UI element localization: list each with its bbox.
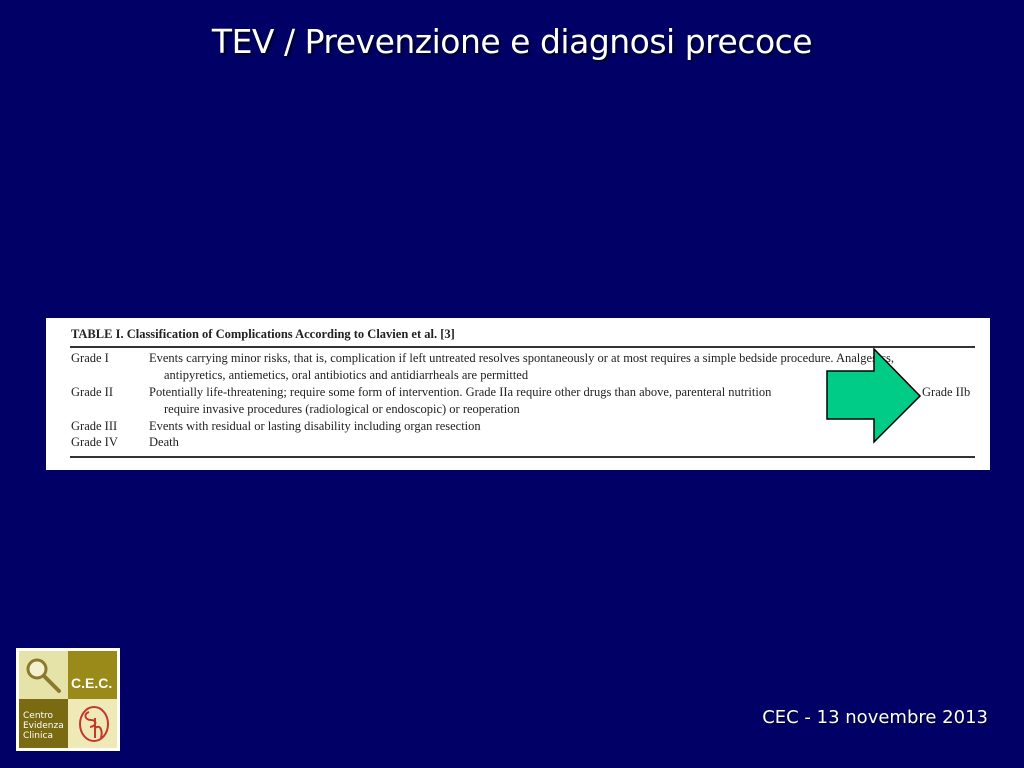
table-caption: TABLE I. Classification of Complications According to Clavien et al. [3] (71, 327, 455, 341)
grade-iib-label: Grade IIb (922, 385, 971, 399)
grade-label: Grade IV (71, 435, 118, 449)
grade-description-continued: require invasive procedures (radiological or endoscopic) or reoperation (164, 402, 520, 416)
slide-title: TEV / Prevenzione e diagnosi precoce (211, 22, 813, 61)
grade-description: Events with residual or lasting disability including organ resection (149, 419, 481, 433)
grade-label: Grade III (71, 419, 118, 433)
grade-description: Events carrying minor risks, that is, complication if left untreated resolves spontaneously or at most requires a simple bedside procedure. Analgesics, (149, 351, 894, 365)
seal-icon (75, 704, 113, 744)
cec-logo (16, 648, 120, 751)
logo-subtitle: Centro Evidenza Clinica (23, 711, 64, 741)
logo-title: C.E.C. (71, 675, 113, 691)
table-bottom-rule (70, 456, 975, 458)
grade-description: Death (149, 435, 179, 449)
grade-label: Grade I (71, 351, 109, 365)
right-arrow-icon (826, 348, 922, 444)
grade-description: Potentially life-threatening; require some form of intervention. Grade IIa require other drugs than above, parenteral nutrition (149, 385, 772, 399)
slide-footer: CEC - 13 novembre 2013 (762, 707, 988, 728)
grade-label: Grade II (71, 385, 113, 399)
grade-description-continued: antipyretics, antiemetics, oral antibiotics and antidiarrheals are permitted (164, 368, 529, 382)
magnifier-icon (23, 655, 63, 695)
